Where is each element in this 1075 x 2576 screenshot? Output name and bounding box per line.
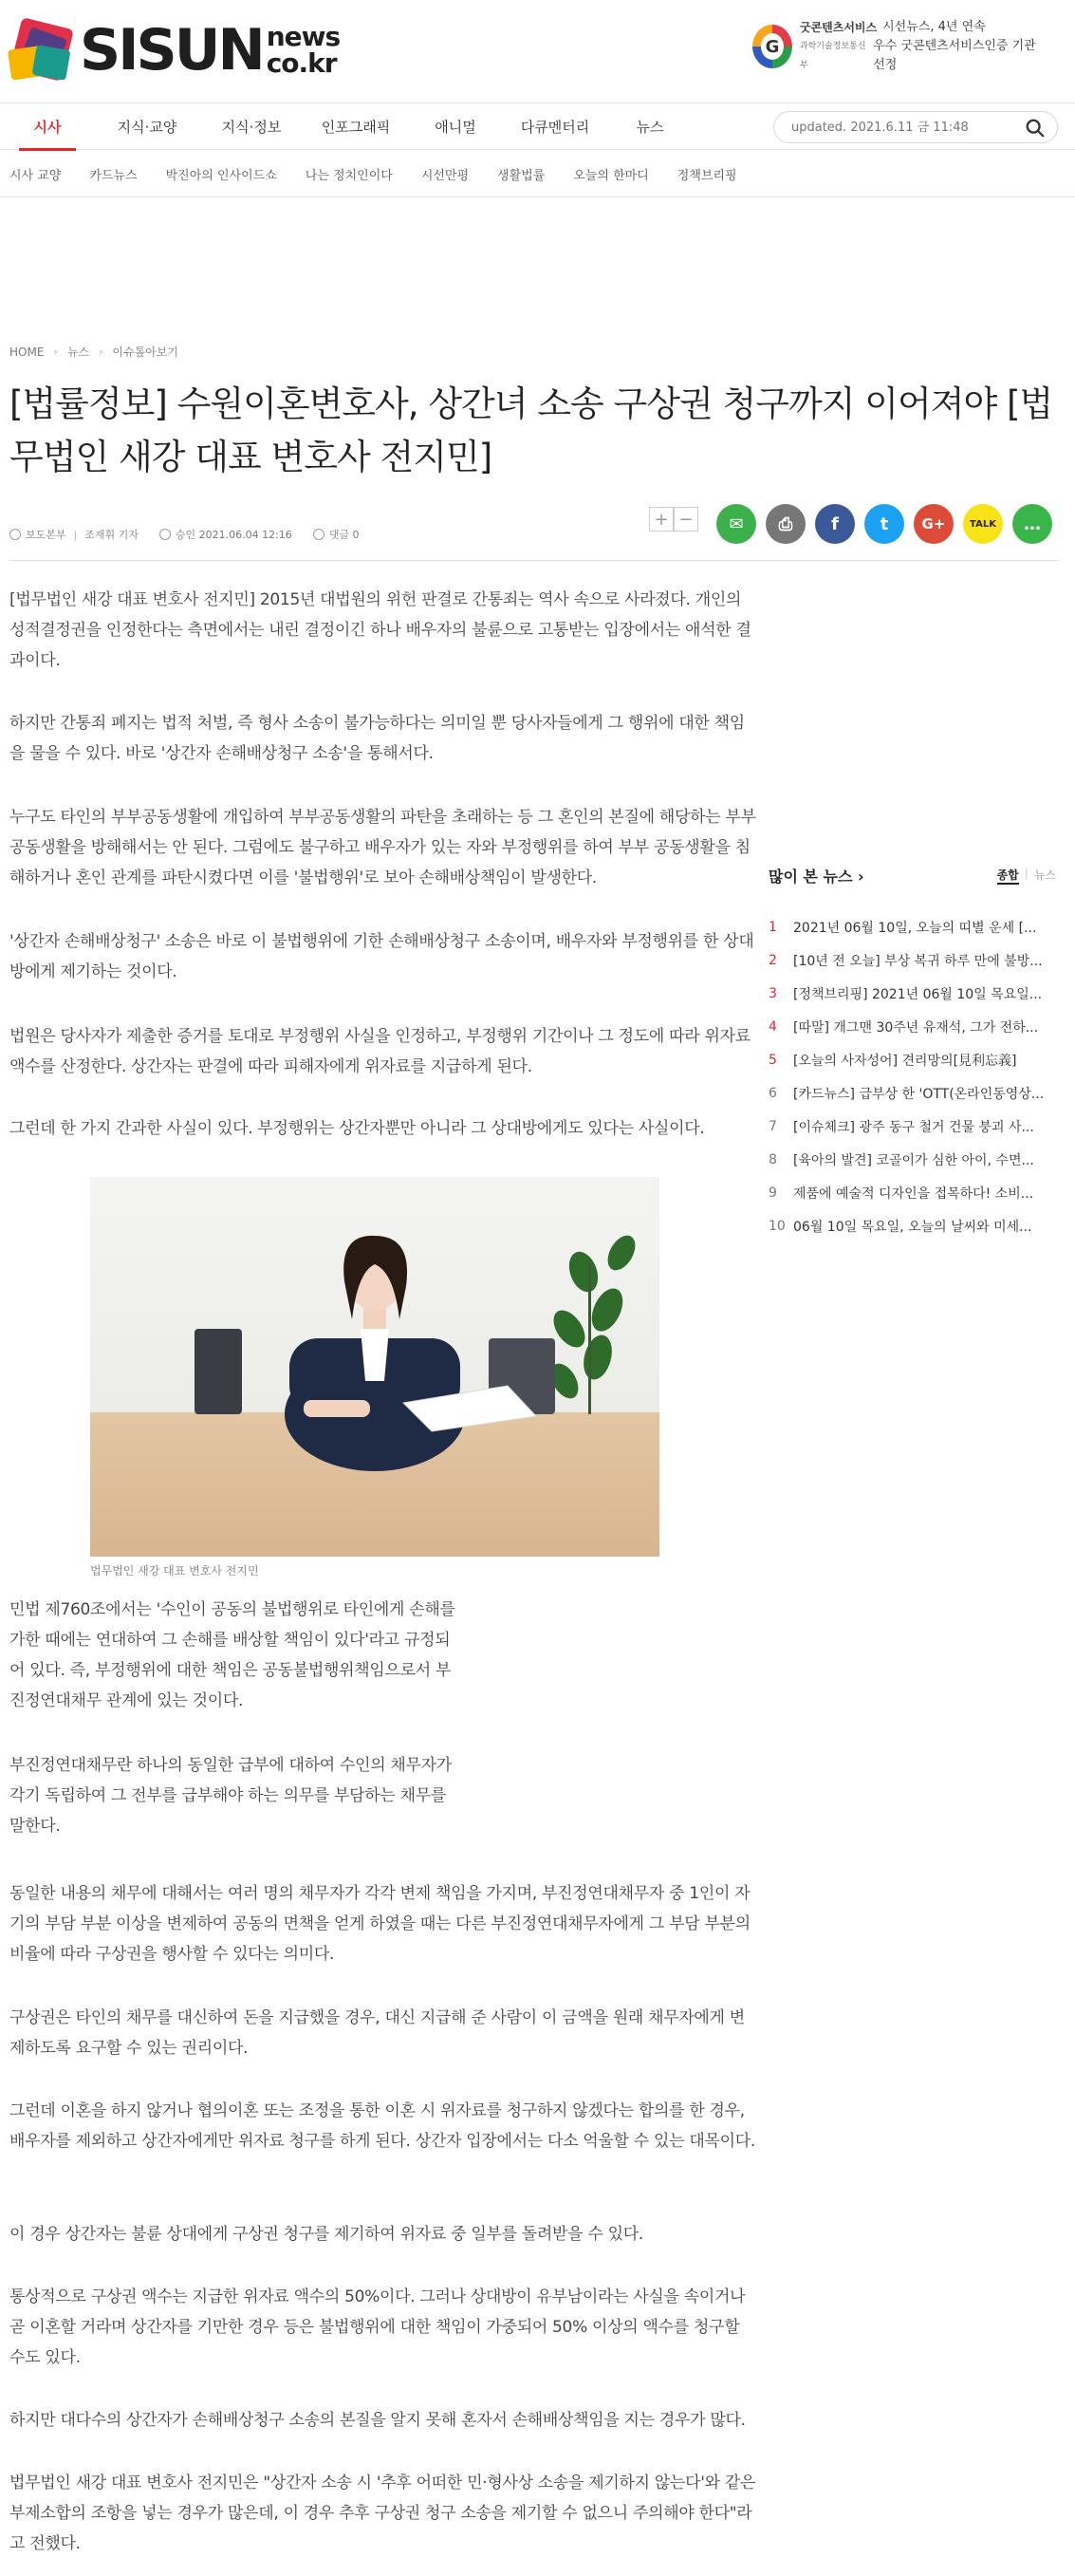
meta-section: 보도본부 <box>26 529 66 541</box>
font-size-controls <box>649 507 698 532</box>
search-icon[interactable] <box>1025 118 1046 139</box>
facebook-icon[interactable]: f <box>815 504 855 544</box>
sidebar-title[interactable]: 많이 본 뉴스 › <box>769 867 864 886</box>
nav-item-knowledge-info[interactable]: 지식·정보 <box>221 119 282 136</box>
share-bar <box>716 504 1052 544</box>
nav-item-documentary[interactable]: 다큐멘터리 <box>520 119 590 136</box>
nav-item-knowledge-culture[interactable]: 지식·교양 <box>117 119 177 136</box>
chevron-right-icon: › <box>99 345 103 358</box>
article-paragraph: 통상적으로 구상권 액수는 지급한 위자료 액수의 50%이다. 그러나 상대방이 유부남이라는 사실을 속이거나 곧 이혼할 거라며 상간자를 기만한 경우 등은 불법행위에 대한 책임이 가중되어 50% 이상의 액수를 청구할 수도 있다. <box>9 2287 746 2367</box>
email-share-icon[interactable]: ✉ <box>716 504 756 544</box>
article-photo[interactable] <box>90 1177 659 1557</box>
search-input[interactable] <box>791 118 1010 137</box>
clock-icon <box>159 529 171 540</box>
list-item[interactable]: 1 2021년 06월 10일, 오늘의 띠별 운세 [... <box>769 919 1037 936</box>
list-item[interactable]: 5 [오늘의 사자성어] 견리망의[見利忘義] <box>769 1052 1017 1069</box>
kakaotalk-icon[interactable]: TALK <box>963 504 1003 544</box>
tab-all[interactable]: 종합 <box>997 867 1019 885</box>
award-years: 시선뉴스, 4년 연속 <box>882 20 986 34</box>
list-item[interactable]: 2 [10년 전 오늘] 부상 복귀 하루 만에 불방... <box>769 952 1043 969</box>
print-icon[interactable]: ⎙ <box>766 504 806 544</box>
font-increase-button[interactable]: + <box>649 507 674 532</box>
font-decrease-button[interactable]: − <box>674 507 698 532</box>
article-paragraph: 하지만 간통죄 폐지는 법적 처벌, 즉 형사 소송이 불가능하다는 의미일 뿐 당사자들에게 그 행위에 대한 책임을 물을 수 있다. 바로 '상간자 손해배상청구 소송'을 통해서다. <box>9 714 745 763</box>
logo-subtext: news co.kr <box>266 21 341 79</box>
list-item[interactable]: 9 제품에 예술적 디자인을 접목하다! 소비... <box>769 1185 1034 1202</box>
meta-date: 승인 2021.06.04 12:16 <box>175 529 292 541</box>
sub-nav <box>0 150 1075 197</box>
article-paragraph: 구상권은 타인의 채무를 대신하여 돈을 지급했을 경우, 대신 지급해 준 사람이 이 금액을 원래 채무자에게 변제하도록 요구할 수 있는 권리이다. <box>9 2008 745 2058</box>
comment-icon <box>313 529 324 540</box>
subnav-item-inside-show[interactable]: 박진아의 인사이드쇼 <box>165 168 277 183</box>
breadcrumb-home[interactable]: HOME <box>9 345 45 359</box>
most-viewed-sidebar <box>769 859 1056 1242</box>
article-paragraph: 누구도 타인의 부부공동생활에 개입하여 부부공동생활의 파탄을 초래하는 등 그 혼인의 본질에 해당하는 부부공동생활을 방해해서는 안 된다. 그럼에도 불구하고 배우자가 있는 자와 부정행위를 하여 부부 공동생활을 침해하거나 혼인 관계를 파탄시켰다면 이를 '불법행위'로 보아 손해배상책임이 발생한다. <box>9 808 756 887</box>
main-nav <box>0 103 1075 150</box>
subnav-item-policy-briefing[interactable]: 정책브리핑 <box>677 168 737 183</box>
article-paragraph: 법원은 당사자가 제출한 증거를 토대로 부정행위 사실을 인정하고, 부정행위 기간이나 그 정도에 따라 위자료 액수를 산정한다. 상간자는 판결에 따라 피해자에게 위자료를 지급하게 된다. <box>9 1027 751 1076</box>
article-paragraph: 하지만 대다수의 상간자가 손해배상청구 소송의 본질을 알지 못해 혼자서 손해배상책임을 지는 경우가 많다. <box>9 2411 746 2430</box>
subnav-item-cartoon[interactable]: 시선만평 <box>420 168 470 183</box>
article-paragraph: 이 경우 상간자는 불륜 상대에게 구상권 청구를 제기하여 위자료 중 일부를 돌려받을 수 있다. <box>9 2225 643 2244</box>
subnav-item-politician[interactable]: 나는 정치인이다 <box>305 168 393 183</box>
award-desc: 우수 굿콘텐츠서비스인증 기관 선정 <box>873 39 1036 72</box>
site-logo[interactable] <box>9 17 351 84</box>
list-item[interactable]: 4 [따말] 개그맨 30주년 유재석, 그가 전하... <box>769 1018 1039 1036</box>
meta-author[interactable]: 조재휘 기자 <box>84 529 139 541</box>
subnav-item-today-word[interactable]: 오늘의 한마디 <box>573 168 649 183</box>
article-paragraph: 그런데 이혼을 하지 않거나 협의이혼 또는 조정을 통한 이혼 시 위자료를 청구하지 않겠다는 합의를 한 경우, 배우자를 제외하고 상간자에게만 위자료 청구를 하게 된다. 상간자 입장에서는 다소 억울할 수 있는 대목이다. <box>9 2101 755 2151</box>
nav-item-animal[interactable]: 애니멀 <box>435 119 476 136</box>
article-paragraph: 그런데 한 가지 간과한 사실이 있다. 부정행위는 상간자뿐만 아니라 그 상대방에게도 있다는 사실이다. <box>9 1119 705 1138</box>
article-paragraph: 부진정연대채무란 하나의 동일한 급부에 대하여 수인의 채무자가 각기 독립하여 그 전부를 급부해야 하는 의무를 부담하는 채무를 말한다. <box>9 1756 452 1836</box>
award-title: 굿콘텐츠서비스 <box>799 21 878 34</box>
subnav-item-life-law[interactable]: 생활법률 <box>497 168 546 183</box>
article-paragraph: 동일한 내용의 채무에 대해서는 여러 명의 채무자가 각각 변제 책임을 가지며, 부진정연대채무자 중 1인이 자기의 부담 부분 이상을 변제하여 공동의 면책을 얻게 하였을 때는 다른 부진정연대채무자에게 그 부담 부분의 비율에 따라 구상권을 행사할 수 있다는 의미다. <box>9 1884 751 1964</box>
sidebar-tabs: 종합 | 뉴스 <box>997 867 1056 885</box>
award-ministry: 과학기술정보통신부 <box>799 42 866 70</box>
subnav-item-sisa-culture[interactable]: 시사 교양 <box>9 168 62 183</box>
twitter-icon[interactable]: t <box>864 504 904 544</box>
line-icon[interactable]: … <box>1012 504 1052 544</box>
list-item[interactable]: 6 [카드뉴스] 급부상 한 'OTT(온라인동영상... <box>769 1085 1045 1102</box>
lawyer-portrait-image <box>90 1177 659 1557</box>
logo-mark <box>9 19 74 82</box>
article-headline: [법률정보] 수원이혼변호사, 상간녀 소송 구상권 청구까지 이어져야 [법무법인 새강 대표 변호사 전지민] <box>9 383 1053 477</box>
breadcrumb-issue[interactable]: 이슈톺아보기 <box>112 345 178 359</box>
photo-caption: 법무법인 새강 대표 변호사 전지민 <box>90 1564 259 1577</box>
article-paragraph: '상간자 손해배상청구' 소송은 바로 이 불법행위에 기한 손해배상청구 소송이며, 배우자와 부정행위를 한 상대방에게 제기하는 것이다. <box>9 932 754 981</box>
breadcrumb <box>9 344 178 360</box>
article-paragraph: 법무법인 새강 대표 변호사 전지민은 "상간자 소송 시 '추후 어떠한 민·형사상 소송을 제기하지 않는다'와 같은 부제소합의 조항을 넣는 경우가 많은데, 이 경우 추후 구상권 청구 소송을 제기할 수 없으니 주의해야 한다"라고 전했다. <box>9 2473 756 2553</box>
nav-item-news[interactable]: 뉴스 <box>636 119 664 136</box>
site-header <box>0 0 1075 103</box>
googleplus-icon[interactable]: G+ <box>914 504 954 544</box>
list-item[interactable]: 8 [육아의 발견] 코골이가 심한 아이, 수면... <box>769 1151 1034 1168</box>
subnav-item-card-news[interactable]: 카드뉴스 <box>89 168 138 183</box>
user-icon <box>9 529 21 540</box>
meta-divider <box>9 560 1058 561</box>
search-box <box>773 111 1058 143</box>
article-paragraph: [법무법인 새강 대표 변호사 전지민] 2015년 대법원의 위헌 판결로 간통죄는 역사 속으로 사라졌다. 개인의 성적결정권을 인정한다는 측면에서는 내린 결정이긴 하나 배우자의 불륜으로 고통받는 입장에서는 애석한 결과이다. <box>9 590 751 670</box>
article-paragraph: 민법 제760조에서는 '수인이 공동의 불법행위로 타인에게 손해를 가한 때에는 연대하여 그 손해를 배상할 책임이 있다'라고 규정되어 있다. 즉, 부정행위에 대한 책임은 공동불법행위책임으로서 부진정연대채무 관계에 있는 것이다. <box>9 1600 455 1710</box>
list-item[interactable]: 7 [이슈체크] 광주 동구 철거 건물 붕괴 사... <box>769 1118 1034 1135</box>
nav-item-sisa[interactable]: 시사 <box>0 103 95 151</box>
logo-text: SISUN <box>80 17 263 84</box>
list-item[interactable]: 10 06월 10일 목요일, 오늘의 날씨와 미세... <box>769 1218 1032 1235</box>
award-badge <box>752 20 1047 72</box>
breadcrumb-news[interactable]: 뉴스 <box>66 345 89 359</box>
nav-item-infographic[interactable]: 인포그래픽 <box>321 119 391 136</box>
meta-comments[interactable]: 댓글 0 <box>328 529 360 541</box>
tab-news[interactable]: 뉴스 <box>1033 868 1056 882</box>
list-item[interactable]: 3 [정책브리핑] 2021년 06월 10일 목요일... <box>769 985 1043 1002</box>
chevron-right-icon: › <box>53 345 58 358</box>
article-meta: 보도본부 | 조재휘 기자 승인 2021.06.04 12:16 댓글 0 <box>9 527 360 542</box>
good-content-icon <box>752 25 792 68</box>
